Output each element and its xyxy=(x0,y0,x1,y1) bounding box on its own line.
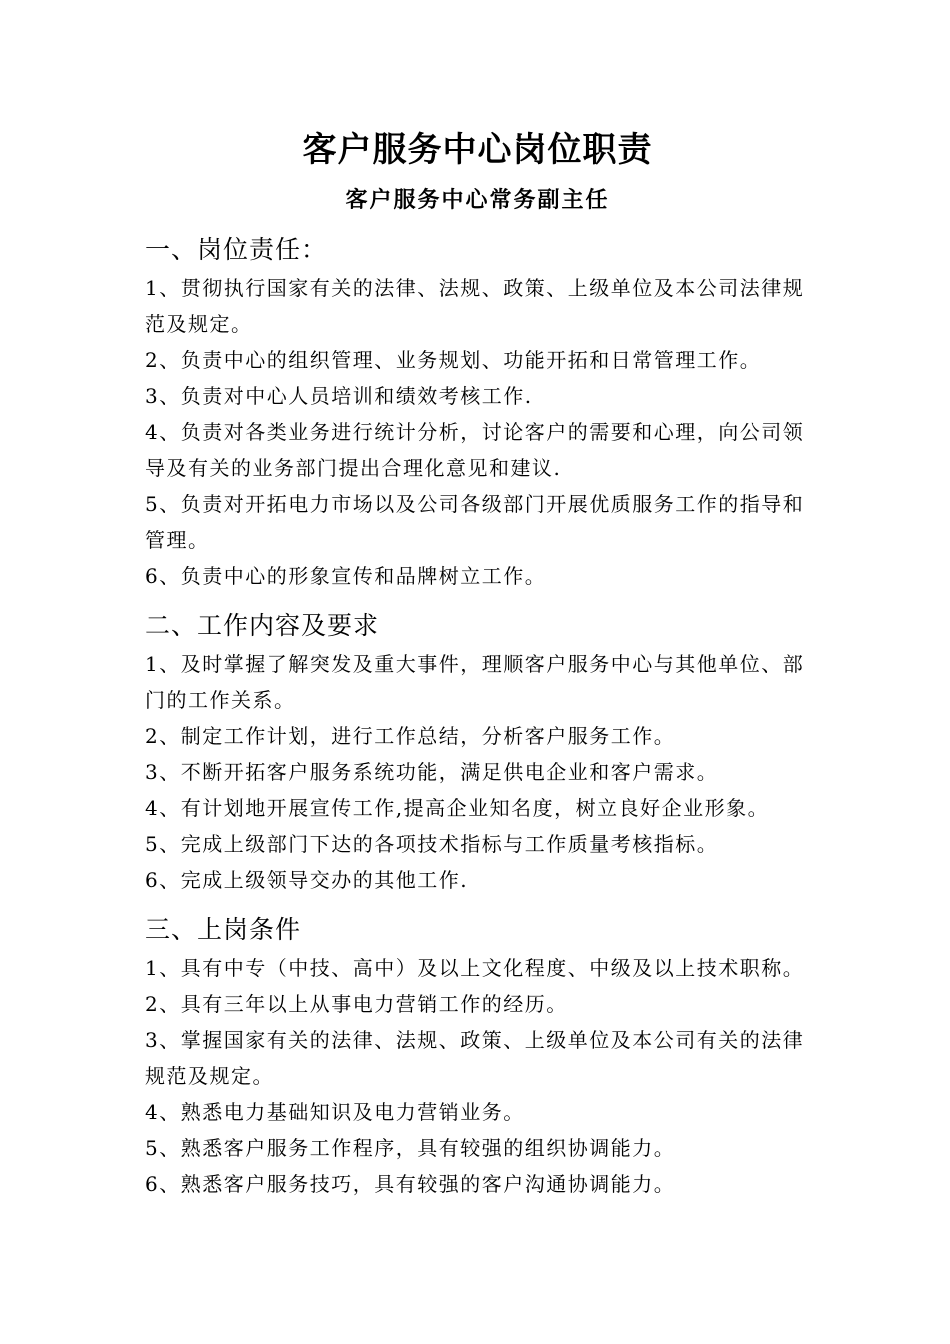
list-item: 1、具有中专（中技、高中）及以上文化程度、中级及以上技术职称。 xyxy=(145,956,805,980)
list-item: 3、不断开拓客户服务系统功能，满足供电企业和客户需求。 xyxy=(145,760,719,784)
list-item: 2、负责中心的组织管理、业务规划、功能开拓和日常管理工作。 xyxy=(145,348,762,372)
list-item: 6、负责中心的形象宣传和品牌树立工作。 xyxy=(145,564,547,588)
section-heading: 三、上岗条件 xyxy=(145,915,302,944)
section-responsibilities xyxy=(145,232,810,594)
document-title: 客户服务中心岗位职责 xyxy=(302,130,653,170)
list-item: 2、具有三年以上从事电力营销工作的经历。 xyxy=(145,992,568,1016)
section-heading: 一、岗位责任： xyxy=(145,235,328,264)
section-heading: 二、工作内容及要求 xyxy=(145,611,380,640)
list-item: 5、完成上级部门下达的各项技术指标与工作质量考核指标。 xyxy=(145,832,719,856)
section-job-requirements xyxy=(145,912,810,1202)
list-item: 6、完成上级领导交办的其他工作. xyxy=(145,868,469,892)
list-item: 2、制定工作计划，进行工作总结，分析客户服务工作。 xyxy=(145,724,676,748)
document-subtitle: 客户服务中心常务副主任 xyxy=(345,187,610,213)
list-item: 4、熟悉电力基础知识及电力营销业务。 xyxy=(145,1100,525,1124)
list-item: 1、贯彻执行国家有关的法律、法规、政策、上级单位及本公司法律规范及规定。 xyxy=(145,276,805,336)
list-item: 4、有计划地开展宣传工作,提高企业知名度，树立良好企业形象。 xyxy=(145,796,770,820)
document-page xyxy=(145,126,810,1202)
list-item: 5、负责对开拓电力市场以及公司各级部门开展优质服务工作的指导和管理。 xyxy=(145,492,805,552)
list-item: 4、负责对各类业务进行统计分析，讨论客户的需要和心理，向公司领导及有关的业务部门提出合理化意见和建议. xyxy=(145,420,805,480)
section-work-content xyxy=(145,608,810,898)
list-item: 1、及时掌握了解突发及重大事件，理顺客户服务中心与其他单位、部门的工作关系。 xyxy=(145,652,805,712)
list-item: 6、熟悉客户服务技巧，具有较强的客户沟通协调能力。 xyxy=(145,1172,676,1196)
list-item: 3、掌握国家有关的法律、法规、政策、上级单位及本公司有关的法律规范及规定。 xyxy=(145,1028,805,1088)
list-item: 5、熟悉客户服务工作程序，具有较强的组织协调能力。 xyxy=(145,1136,676,1160)
list-item: 3、负责对中心人员培训和绩效考核工作. xyxy=(145,384,533,408)
